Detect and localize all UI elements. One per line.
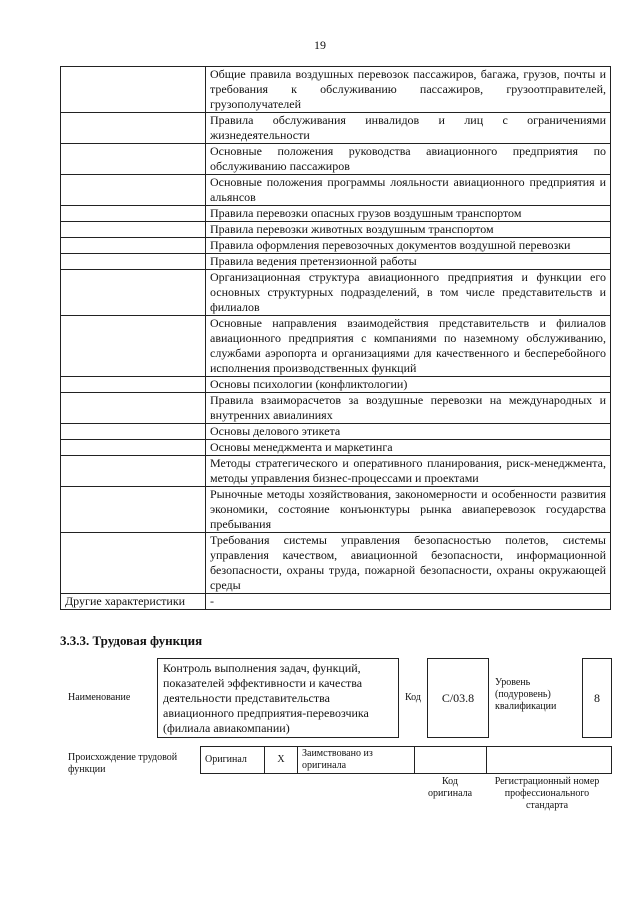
table-row (61, 270, 611, 316)
table-cell-empty (61, 175, 206, 206)
table-row (61, 487, 611, 533)
table-cell-empty (61, 533, 206, 594)
origin-table (200, 746, 612, 774)
knowledge-item: Основы психологии (конфликтологии) (206, 377, 611, 393)
table-cell-empty (61, 238, 206, 254)
knowledge-item: Организационная структура авиационного предприятия и функции его основных структурных подразделений, в том числе представительств и филиалов (206, 270, 611, 316)
table-row-other (61, 594, 611, 610)
knowledge-item: Основы делового этикета (206, 424, 611, 440)
knowledge-item: Правила обслуживания инвалидов и лиц с ограничениями жизнедеятельности (206, 113, 611, 144)
table-row (61, 377, 611, 393)
code-label: Код (405, 692, 421, 703)
knowledge-item: Рыночные методы хозяйствования, закономерности и особенности развития экономики, состояние конъюнктуры рынка авиаперевозок государства пребывания (206, 487, 611, 533)
level-value-box: 8 (582, 658, 612, 738)
origin-label: Происхождение трудовой функции (68, 752, 178, 775)
table-cell-empty (61, 270, 206, 316)
table-row (61, 67, 611, 113)
name-label: Наименование (68, 692, 131, 703)
table-row (61, 113, 611, 144)
reg-number-label: Регистрационный номер профессионального стандарта (494, 776, 600, 811)
knowledge-item: Основы менеджмента и маркетинга (206, 440, 611, 456)
function-name-box: Контроль выполнения задач, функций, показателей эффективности и качества деятельности представительства авиационного предприятия-перевозчика (филиала авиакомпании) (157, 658, 399, 738)
code-original-cell (415, 747, 487, 774)
table-cell-empty (61, 316, 206, 377)
table-cell-empty (61, 144, 206, 175)
table-cell-empty (61, 222, 206, 238)
borrowed-label: Заимствовано из оригинала (298, 747, 415, 774)
section-heading: 3.3.3. Трудовая функция (60, 633, 203, 648)
knowledge-item: Методы стратегического и оперативного планирования, риск-менеджмента, методы управления бизнес-процессами и проектами (206, 456, 611, 487)
knowledge-item: Правила ведения претензионной работы (206, 254, 611, 270)
table-cell-empty (61, 393, 206, 424)
knowledge-table (60, 66, 611, 610)
table-cell-empty (61, 377, 206, 393)
knowledge-item: Правила перевозки животных воздушным транспортом (206, 222, 611, 238)
table-cell-empty (61, 456, 206, 487)
original-mark: X (265, 747, 298, 774)
knowledge-item: Основные положения руководства авиационного предприятия по обслуживанию пассажиров (206, 144, 611, 175)
knowledge-item: Основные положения программы лояльности авиационного предприятия и альянсов (206, 175, 611, 206)
table-row (61, 393, 611, 424)
knowledge-item: Основные направления взаимодействия представительств и филиалов авиационного предприятия с компаниями по наземному обслуживанию, службами аэропорта и организациями для качественного и бесперебойного исполнения производственных функций (206, 316, 611, 377)
table-cell-empty (61, 113, 206, 144)
table-row (61, 424, 611, 440)
table-row (61, 316, 611, 377)
reg-number-cell (487, 747, 612, 774)
code-value-box: C/03.8 (427, 658, 489, 738)
table-row (61, 456, 611, 487)
table-cell-empty (61, 487, 206, 533)
table-row (61, 144, 611, 175)
knowledge-item: Общие правила воздушных перевозок пассажиров, багажа, грузов, почты и требования к обслуживанию пассажиров, грузоотправителей, грузополучателей (206, 67, 611, 113)
code-original-label: Код оригинала (427, 776, 473, 799)
knowledge-item: Требования системы управления безопасностью полетов, системы управления качеством, авиационной безопасности, информационной безопасности, охраны труда, пожарной безопасности, охраны окружающей среды (206, 533, 611, 594)
knowledge-item: Правила перевозки опасных грузов воздушным транспортом (206, 206, 611, 222)
table-cell-empty (61, 254, 206, 270)
knowledge-item: Правила оформления перевозочных документов воздушной перевозки (206, 238, 611, 254)
table-cell-empty (61, 424, 206, 440)
original-label: Оригинал (201, 747, 265, 774)
other-characteristics-label: Другие характеристики (61, 594, 206, 610)
other-characteristics-value: - (206, 594, 611, 610)
table-cell-empty (61, 440, 206, 456)
table-row (61, 222, 611, 238)
table-row (61, 440, 611, 456)
level-label: Уровень (подуровень) квалификации (495, 677, 557, 712)
table-row (61, 533, 611, 594)
table-cell-empty (61, 206, 206, 222)
table-row (201, 747, 612, 774)
table-cell-empty (61, 67, 206, 113)
knowledge-item: Правила взаиморасчетов за воздушные перевозки на международных и внутренних авиалиниях (206, 393, 611, 424)
table-row (61, 238, 611, 254)
table-row (61, 206, 611, 222)
table-row (61, 254, 611, 270)
page-number: 19 (314, 38, 326, 52)
table-row (61, 175, 611, 206)
